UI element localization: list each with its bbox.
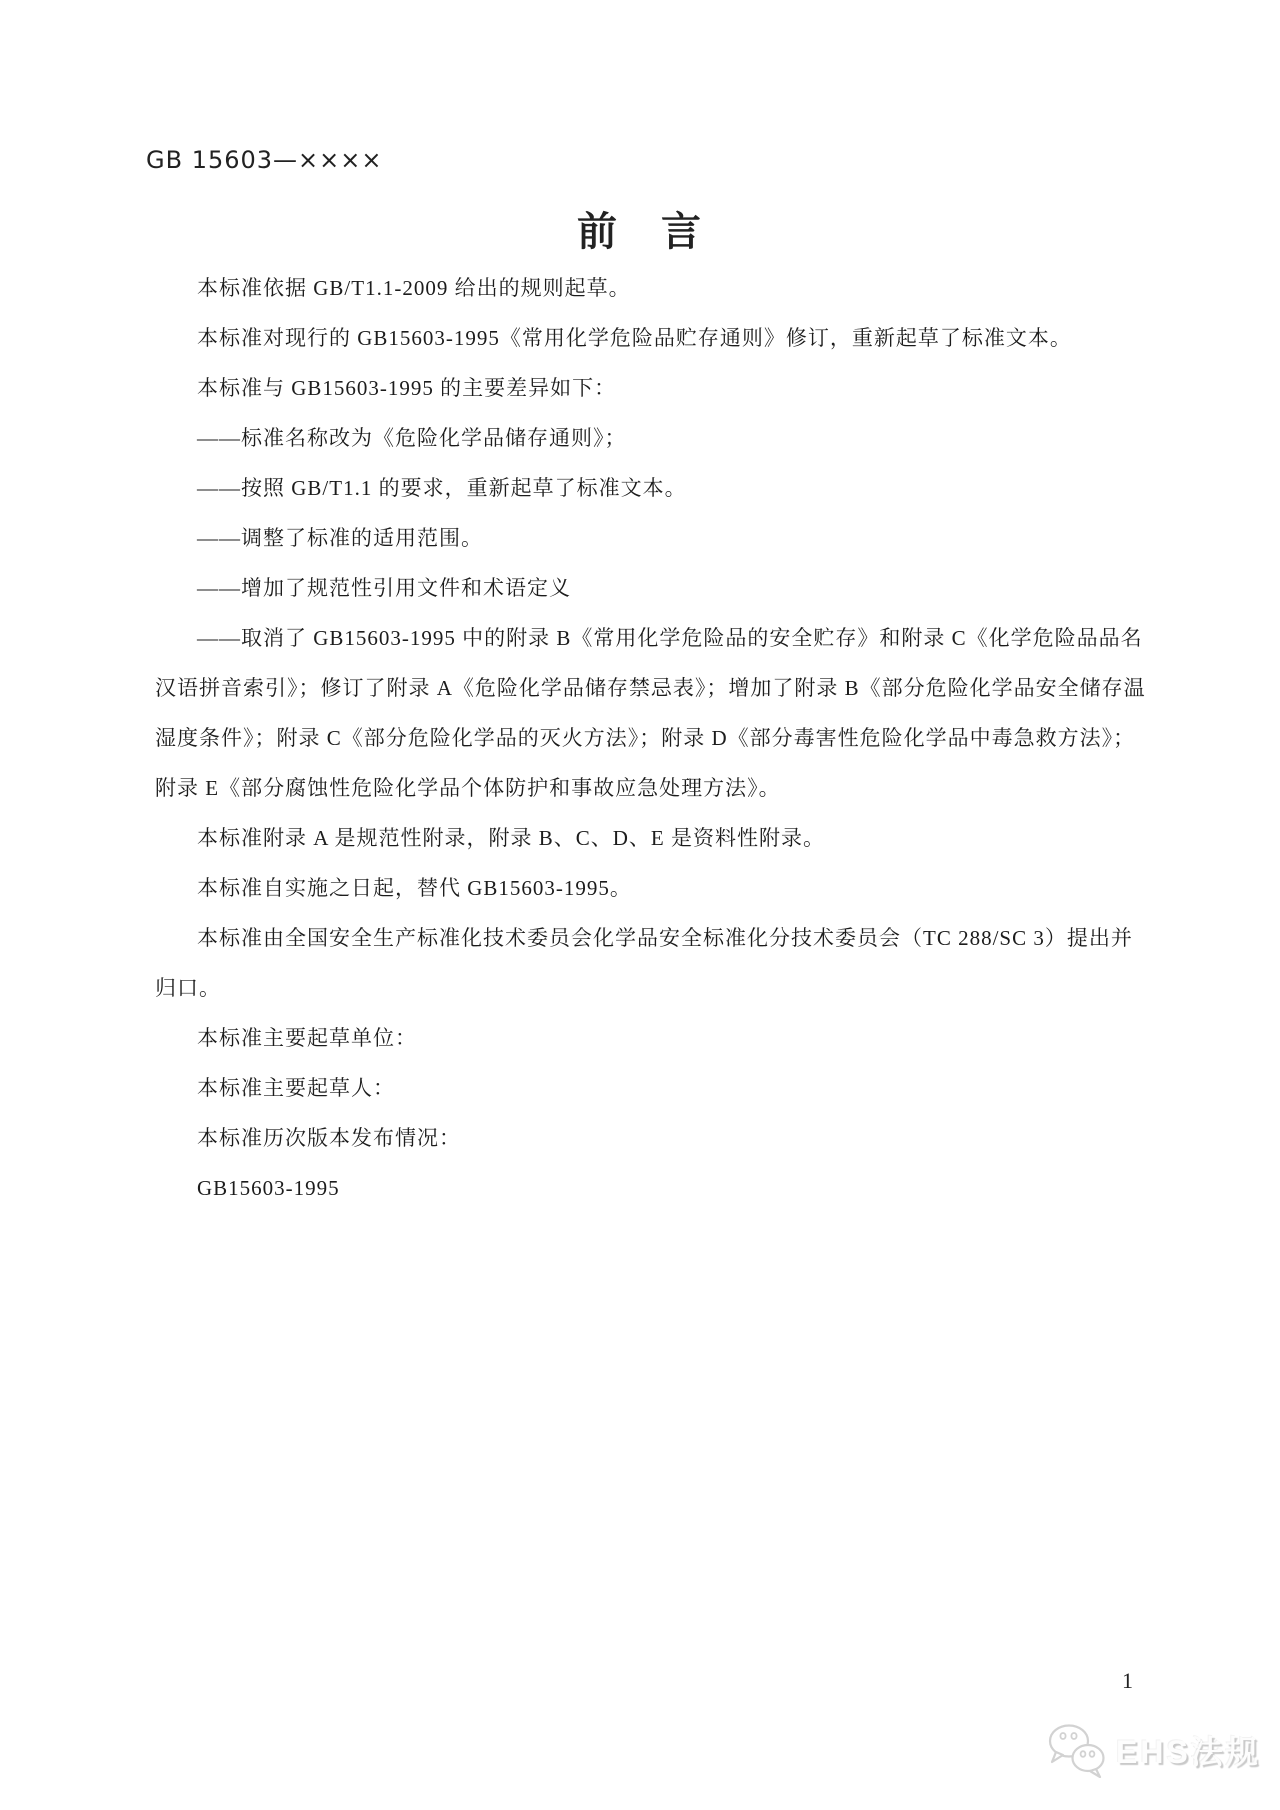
- document-line: 本标准附录 A 是规范性附录，附录 B、C、D、E 是资料性附录。: [197, 826, 826, 850]
- document-line: ——按照 GB/T1.1 的要求，重新起草了标准文本。: [197, 476, 687, 500]
- watermark-label: EHS法规: [1116, 1734, 1261, 1770]
- document-line: 本标准对现行的 GB15603-1995《常用化学危险品贮存通则》修订，重新起草了标准文本。: [197, 326, 1072, 350]
- document-line: ——调整了标准的适用范围。: [197, 526, 483, 550]
- standard-code: GB 15603—××××: [146, 146, 383, 174]
- document-line: ——增加了规范性引用文件和术语定义: [197, 576, 571, 600]
- document-line: ——标准名称改为《危险化学品储存通则》；: [197, 426, 627, 450]
- document-line: 本标准主要起草单位：: [197, 1026, 417, 1050]
- document-line: 湿度条件》；附录 C《部分危险化学品的灭火方法》；附录 D《部分毒害性危险化学品中毒急救方法》；: [155, 726, 1136, 750]
- document-body: [155, 263, 1165, 1213]
- document-line: 本标准自实施之日起，替代 GB15603-1995。: [197, 876, 632, 900]
- page-number: 1: [1122, 1668, 1133, 1693]
- watermark: [1046, 1722, 1261, 1778]
- document-line: 汉语拼音索引》；修订了附录 A《危险化学品储存禁忌表》；增加了附录 B《部分危险化学品安全储存温: [155, 676, 1146, 700]
- document-line: 归口。: [155, 976, 221, 1000]
- document-line: ——取消了 GB15603-1995 中的附录 B《常用化学危险品的安全贮存》和附录 C《化学危险品品名: [197, 626, 1143, 650]
- document-line: 附录 E《部分腐蚀性危险化学品个体防护和事故应急处理方法》。: [155, 776, 781, 800]
- document-line: GB15603-1995: [197, 1176, 340, 1200]
- document-line: 本标准主要起草人：: [197, 1076, 395, 1100]
- document-line: 本标准依据 GB/T1.1-2009 给出的规则起草。: [197, 276, 631, 300]
- document-line: 本标准历次版本发布情况：: [197, 1126, 461, 1150]
- document-line: 本标准由全国安全生产标准化技术委员会化学品安全标准化分技术委员会（TC 288/SC 3）提出并: [197, 926, 1133, 950]
- page-title: 前 言: [577, 209, 703, 254]
- document-line: 本标准与 GB15603-1995 的主要差异如下：: [197, 376, 617, 400]
- wechat-icon: [1046, 1722, 1108, 1778]
